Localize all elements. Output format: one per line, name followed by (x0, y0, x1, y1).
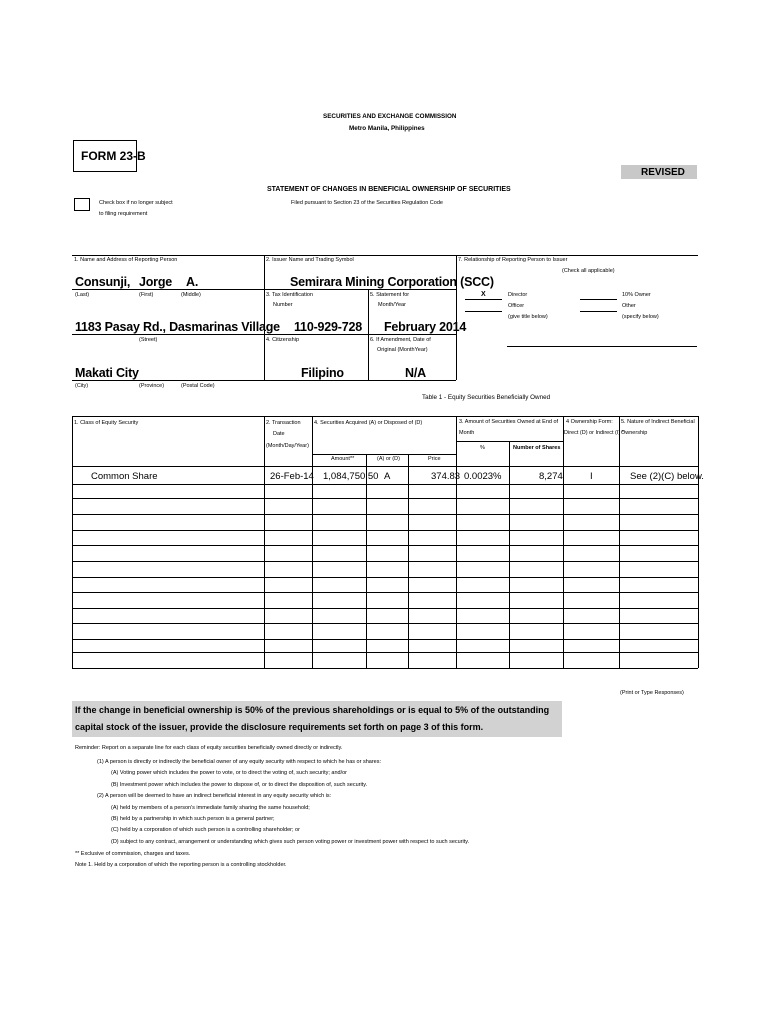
cell-amount: 1,084,750.50 (323, 471, 379, 482)
col-nature-header: Ownership (621, 430, 648, 436)
table-column (456, 416, 457, 668)
statement-month: February 2014 (384, 320, 467, 334)
check-line (465, 299, 502, 300)
table-divider (312, 454, 456, 455)
checkbox-label: Check box if no longer subject (99, 200, 173, 206)
ownership-notice (72, 701, 562, 737)
divider (72, 380, 456, 381)
table-title: Table 1 - Equity Securities Beneficially Owned (422, 394, 551, 401)
table-column (619, 416, 620, 668)
table-row-line (72, 466, 698, 467)
footnote-note-1: Note 1. Held by a corporation of which the reporting person is a controlling stockholder. (75, 862, 287, 868)
rel-title: (give title below) (508, 314, 548, 320)
postal-label: (Postal Code) (181, 383, 215, 389)
citizenship-value: Filipino (301, 366, 344, 380)
province-label: (Province) (139, 383, 165, 389)
footnote: (A) Voting power which includes the power to vote, or to direct the voting of, such security; and/or (111, 770, 348, 776)
col-aord-header: (A) or (D) (377, 456, 400, 462)
city-value: Makati City (75, 366, 139, 380)
first-name: Jorge (139, 275, 173, 289)
table-row-line (72, 668, 698, 669)
rel-director: Director (508, 292, 528, 298)
footnote-reminder: Reminder: Report on a separate line for each class of equity securities beneficially owned directly or indirectly. (75, 745, 343, 751)
col-price-header: Price (428, 456, 441, 462)
cell-class: Common Share (91, 471, 158, 482)
footnote-exclusive: ** Exclusive of commission, charges and taxes. (75, 851, 191, 857)
city-label: (City) (75, 383, 89, 389)
table-border (72, 416, 73, 668)
footnote: (B) Investment power which includes the power to dispose of, or to direct the disposition of, such security. (111, 782, 368, 788)
middle-name: A. (186, 275, 199, 289)
table-row-line (72, 639, 698, 640)
form-title-box (73, 140, 146, 172)
footnote: (C) held by a corporation of which such person is a controlling shareholder; or (111, 827, 300, 833)
col-date-header: (Month/Day/Year) (266, 443, 309, 449)
footnote: (2) A person will be deemed to have an indirect beneficial interest in any equity security which is: (97, 793, 332, 799)
label-reporting-person: 1. Name and Address of Reporting Person (74, 257, 178, 263)
footnote: (A) held by members of a person's immediate family sharing the same household; (111, 805, 310, 811)
check-line (580, 311, 617, 312)
checkbox-label: to filing requirement (99, 211, 148, 217)
check-line (465, 311, 502, 312)
label-issuer: 2. Issuer Name and Trading Symbol (266, 257, 354, 263)
notice-line: If the change in beneficial ownership is 50% of the previous shareholdings or is equal to 5% of the outstanding (75, 705, 550, 715)
label-tin: Number (273, 302, 293, 308)
col-date-header: Date (273, 431, 285, 437)
label-statement: 5. Statement for (370, 292, 410, 298)
table-column (264, 416, 265, 668)
tin-value: 110-929-728 (294, 320, 363, 334)
table-border (72, 416, 698, 417)
col-amount-header: Amount** (331, 456, 355, 462)
col-owned-header: Month (459, 430, 475, 436)
amendment-value: N/A (405, 366, 426, 380)
table-row-line (72, 530, 698, 531)
table-row-line (72, 592, 698, 593)
col-shares-header: Number of Shares (513, 445, 561, 451)
filed-note: Filed pursuant to Section 23 of the Securities Regulation Code (291, 200, 443, 206)
divider (368, 289, 369, 380)
notice-line: capital stock of the issuer, provide the disclosure requirements set forth on page 3 of this form. (75, 722, 484, 732)
divider (507, 346, 697, 347)
label-relationship: 7. Relationship of Reporting Person to Issuer (458, 257, 568, 263)
col-nature-header: 5. Nature of Indirect Beneficial (621, 419, 695, 425)
label-amendment: Original (MonthYear) (377, 347, 428, 353)
col-class-header: 1. Class of Equity Security (74, 420, 139, 426)
cell-price: 374.83 (431, 471, 461, 482)
table-row-line (72, 623, 698, 624)
table-row-line (72, 561, 698, 562)
table-column (509, 441, 510, 668)
agency-location: Metro Manila, Philippines (349, 125, 425, 132)
col-pct-header: % (480, 445, 485, 451)
label-statement: Month/Year (378, 302, 406, 308)
form-title: FORM 23-B (81, 149, 146, 163)
table-row-line (72, 652, 698, 653)
rel-specify: (specify below) (622, 314, 659, 320)
issuer-name: Semirara Mining Corporation (SCC) (290, 275, 494, 289)
footnote: (D) subject to any contract, arrangement or understanding which gives such person voting power or investment power with respect to such security. (111, 839, 470, 845)
col-acquired-header: 4. Securities Acquired (A) or Disposed of (D) (314, 420, 423, 426)
table-row-line (72, 498, 698, 499)
table-row-line (72, 577, 698, 578)
footnote: (B) held by a partnership in which such person is a general partner; (111, 816, 275, 822)
table-row-line (72, 545, 698, 546)
col-form-header: Direct (D) or Indirect (I) * (564, 430, 624, 436)
table-column (312, 416, 313, 668)
label-tin: 3. Tax Identification (266, 292, 313, 298)
divider (456, 255, 457, 380)
footnote: (1) A person is directly or indirectly the beneficial owner of any equity security with respect to which he has or shares: (97, 759, 381, 765)
middle-label: (Middle) (181, 292, 201, 298)
col-owned-header: 3. Amount of Securities Owned at End of (459, 419, 559, 425)
rel-officer: Officer (508, 303, 525, 309)
cell-shares: 8,274 (539, 471, 563, 482)
col-form-header: 4 Ownership Form: (566, 419, 613, 425)
table-row-line (72, 608, 698, 609)
cell-nature: See (2)(C) below. (630, 471, 704, 482)
check-line (580, 299, 617, 300)
no-longer-subject-checkbox[interactable] (74, 198, 90, 211)
first-label: (First) (139, 292, 154, 298)
cell-form: I (590, 471, 593, 482)
revised-badge: REVISED (621, 165, 697, 179)
director-check-mark[interactable]: X (481, 291, 486, 298)
col-date-header: 2. Transaction (266, 420, 301, 426)
divider (264, 255, 265, 380)
table-row-line (72, 484, 698, 485)
label-amendment: 6. If Amendment, Date of (370, 337, 431, 343)
street-label: (Street) (139, 337, 158, 343)
cell-pct: 0.0023% (464, 471, 502, 482)
last-name: Consunji, (75, 275, 131, 289)
table-border (698, 416, 699, 668)
table-row-line (72, 514, 698, 515)
divider (72, 255, 698, 256)
print-note: (Print or Type Responses) (620, 690, 684, 696)
last-label: (Last) (75, 292, 90, 298)
label-citizenship: 4. Citizenship (266, 337, 300, 343)
statement-title: STATEMENT OF CHANGES IN BENEFICIAL OWNERSHIP OF SECURITIES (267, 186, 511, 193)
cell-aord: A (384, 471, 391, 482)
rel-other: Other (622, 303, 636, 309)
table-column (563, 416, 564, 668)
street-address: 1183 Pasay Rd., Dasmarinas Village (75, 320, 280, 334)
cell-date: 26-Feb-14 (270, 471, 314, 482)
check-all-applicable: (Check all applicable) (562, 268, 615, 274)
rel-owner: 10% Owner (622, 292, 651, 298)
agency-name: SECURITIES AND EXCHANGE COMMISSION (323, 113, 457, 120)
